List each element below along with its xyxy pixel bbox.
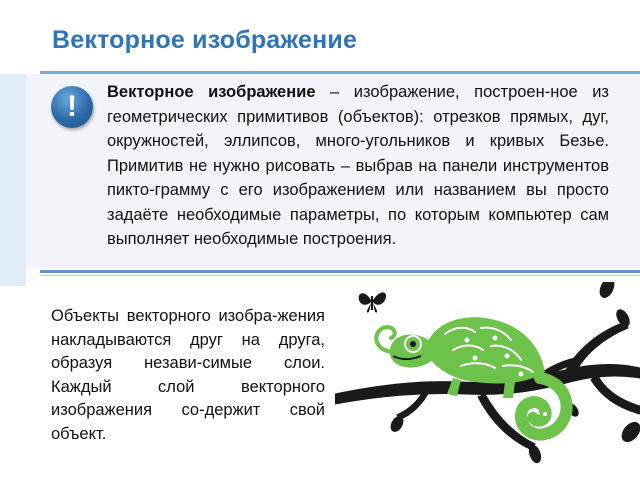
butterfly-icon (359, 292, 386, 312)
definition-paragraph (107, 80, 609, 252)
top-divider (40, 71, 640, 74)
definition-body: – изображение, построен-ное из геометрических примитивов (объектов): отрезков прямых, дуг, окружностей, эллипсов, много-угольников и кривых Безье. Примитив не нужно рисовать – выбрав на панели инструментов пикто-грамму с его изображением или названием вы просто задаёте необходимые параметры, по которым компьютер сам выполняет необходимые построения. (107, 83, 609, 248)
bottom-divider-thin (40, 275, 640, 276)
bottom-divider (40, 270, 640, 273)
definition-term: Векторное изображение (107, 83, 316, 101)
slide-title: Векторное изображение (52, 26, 358, 54)
exclamation-icon: ! (51, 86, 93, 128)
side-accent-bar (0, 74, 26, 286)
body-paragraph: Объекты векторного изобра-жения накладываются друг на друга, образуя незави-симые слои. Каждый слой векторного изображения со-держит свой объект. (51, 307, 325, 443)
chameleon-illustration (335, 282, 640, 480)
